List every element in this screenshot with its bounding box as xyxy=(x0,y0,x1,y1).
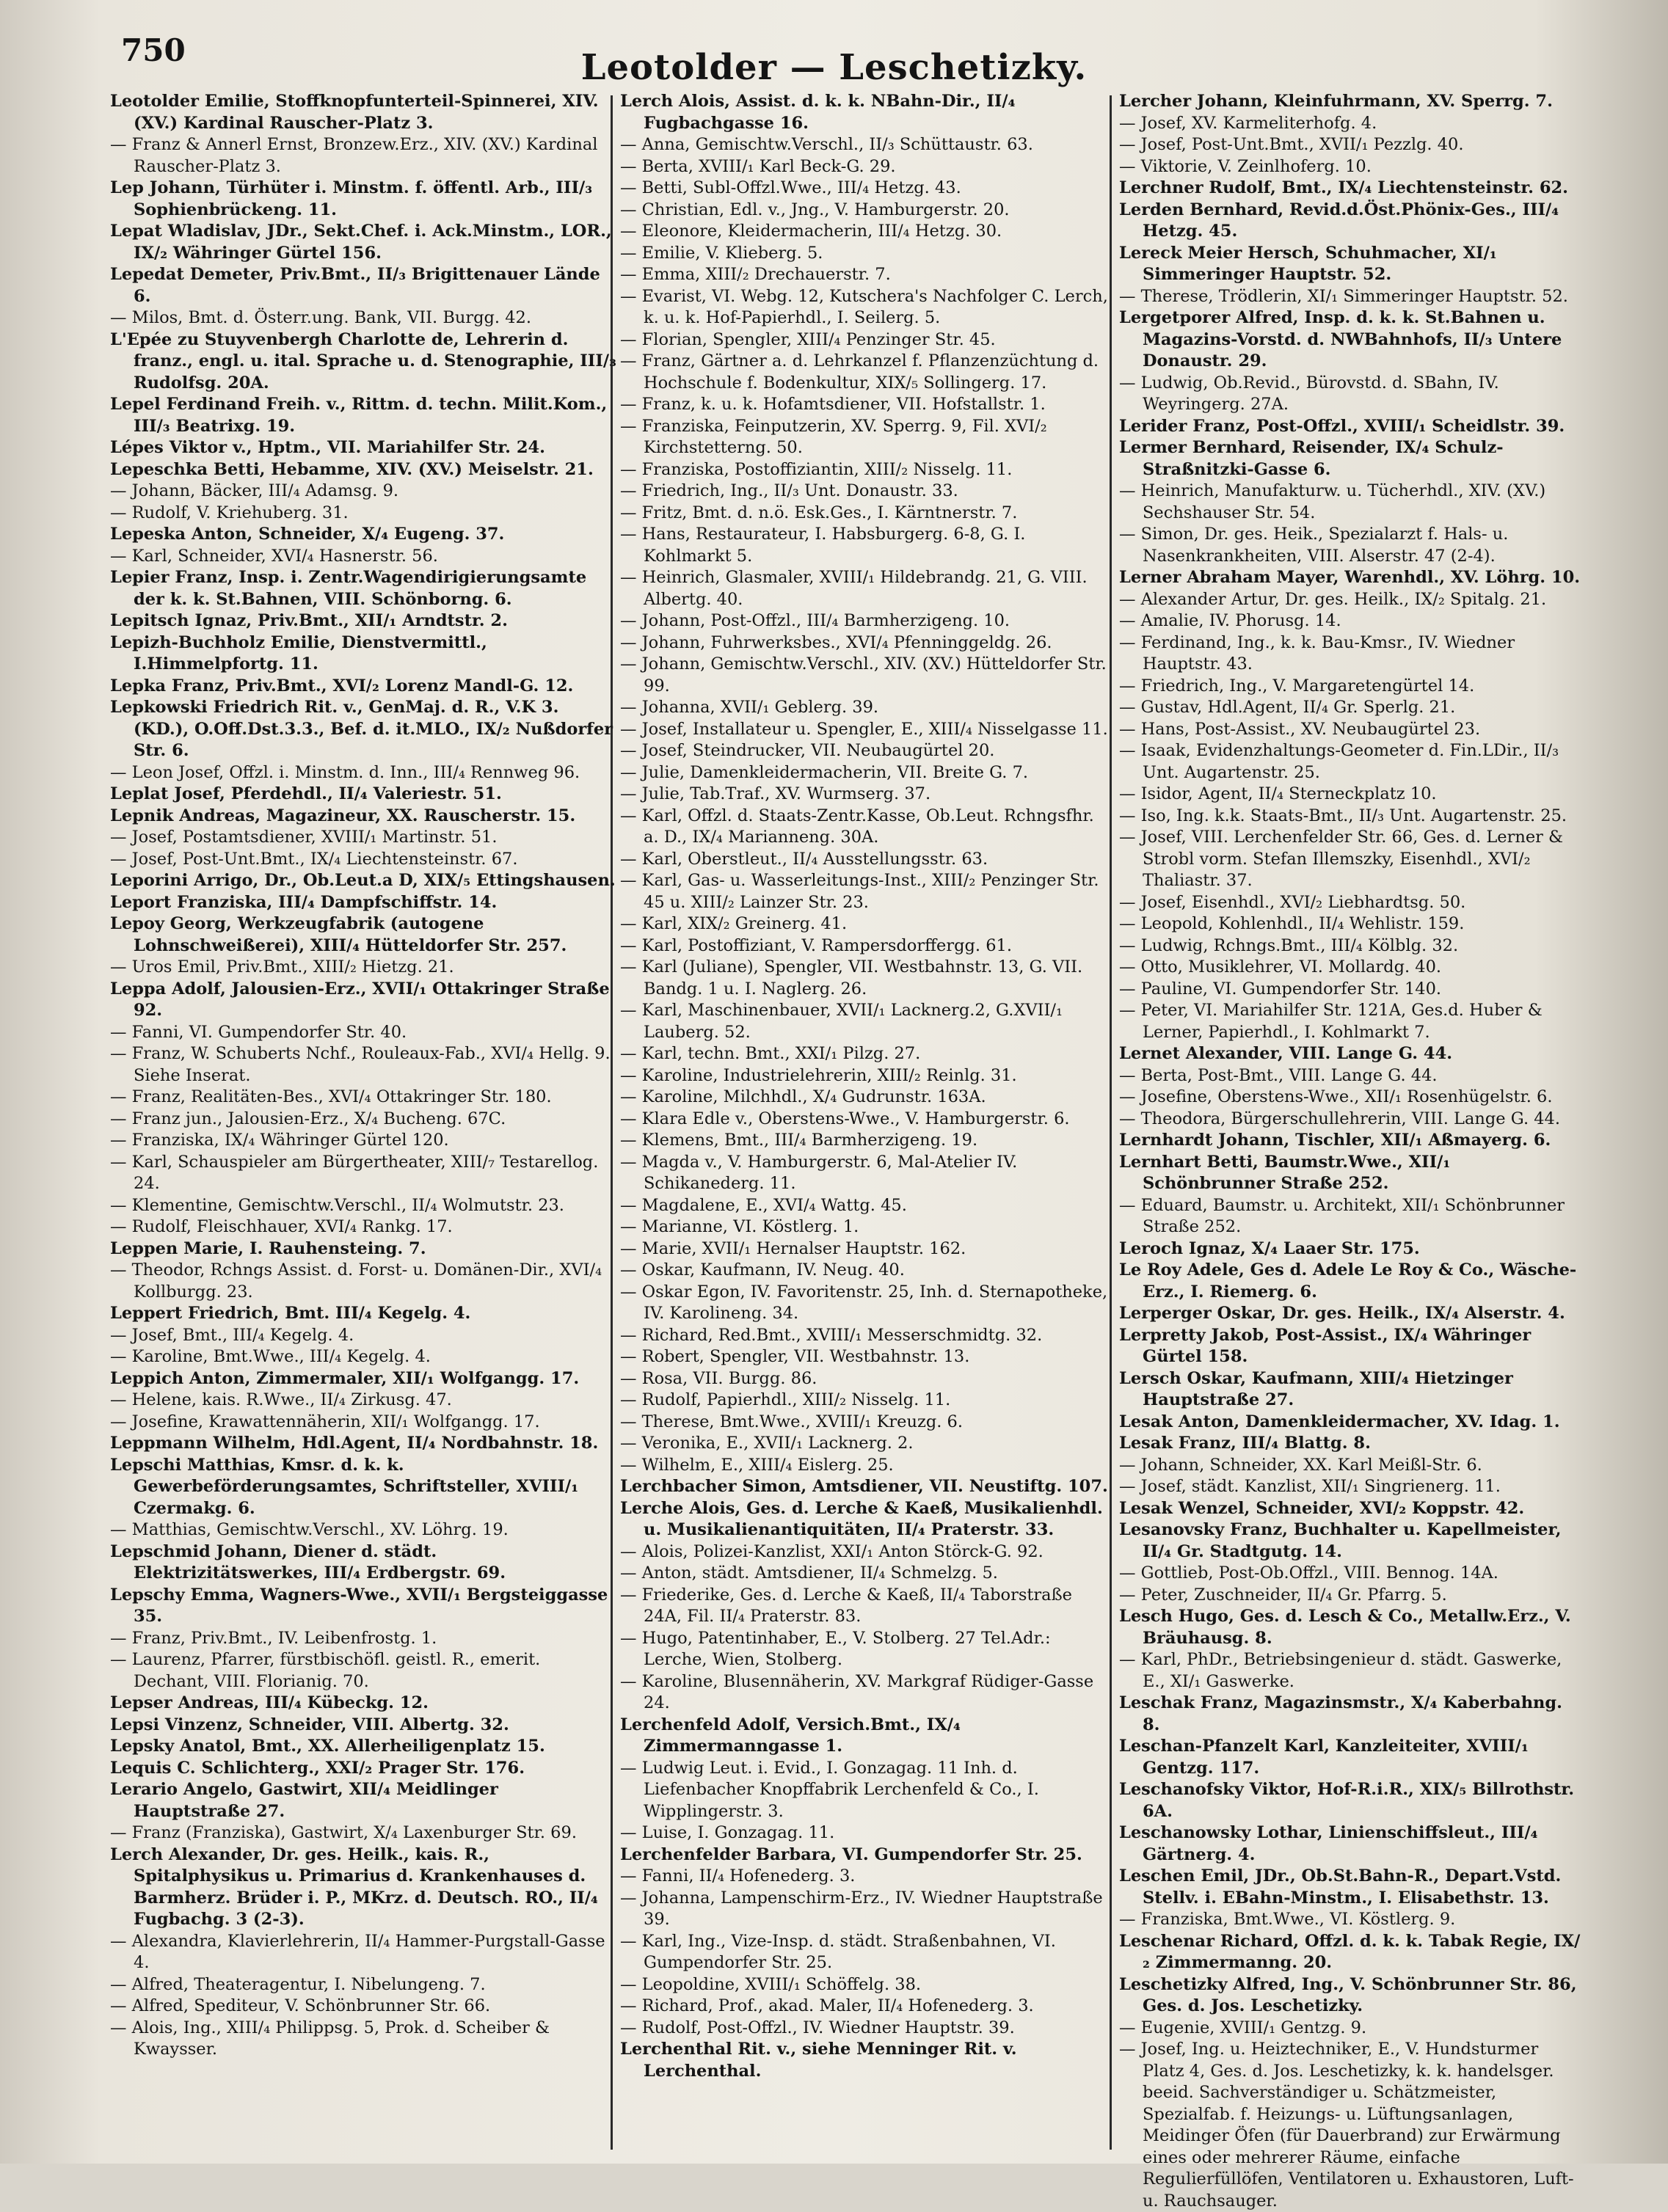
directory-entry: Lepedat Demeter, Priv.Bmt., II/₃ Brigittenauer Lände 6. xyxy=(110,265,600,306)
directory-entry: — Robert, Spengler, VII. Westbahnstr. 13. xyxy=(620,1347,970,1366)
directory-entry: — Rudolf, Fleischhauer, XVI/₄ Rankg. 17. xyxy=(110,1217,453,1236)
directory-entry: Leotolder Emilie, Stoffknopfunterteil-Spinnerei, XIV. (XV.) Kardinal Rauscher-Platz 3. xyxy=(110,92,599,133)
directory-entry: — Josef, Installateur u. Spengler, E., XIII/₄ Nisselgasse 11. xyxy=(620,719,1108,739)
directory-entry: — Hugo, Patentinhaber, E., V. Stolberg. 27 Tel.Adr.: Lerche, Wien, Stolberg. xyxy=(620,1628,1051,1669)
directory-entry: — Karoline, Milchhdl., X/₄ Gudrunstr. 163A. xyxy=(620,1087,986,1106)
directory-entry: Leschanowsky Lothar, Linienschiffsleut., III/₄ Gärtnerg. 4. xyxy=(1119,1823,1538,1864)
directory-entry: — Klara Edle v., Oberstens-Wwe., V. Hamburgerstr. 6. xyxy=(620,1109,1070,1128)
directory-entry: Lergetporer Alfred, Insp. d. k. k. St.Bahnen u. Magazins-Vorstd. d. NWBahnhofs, II/₃ Untere Donaustr. 29. xyxy=(1119,308,1562,371)
directory-entry: — Milos, Bmt. d. Österr.ung. Bank, VII. Burgg. 42. xyxy=(110,308,532,327)
directory-entry: — Friedrich, Ing., V. Margaretengürtel 14. xyxy=(1119,676,1475,696)
directory-entry: Leschak Franz, Magazinsmstr., X/₄ Kaberbahng. 8. xyxy=(1119,1693,1562,1734)
directory-entry: — Josef, Eisenhdl., XVI/₂ Liebhardtsg. 50. xyxy=(1119,892,1466,912)
directory-entry: — Ludwig, Rchngs.Bmt., III/₄ Kölblg. 32. xyxy=(1119,935,1459,955)
directory-entry: — Alois, Ing., XIII/₄ Philippsg. 5, Prok. d. Scheiber & Kwaysser. xyxy=(110,2018,550,2059)
directory-entry: Lerchner Rudolf, Bmt., IX/₄ Liechtensteinstr. 62. xyxy=(1119,178,1568,197)
directory-entry: — Karoline, Blusennäherin, XV. Markgraf Rüdiger-Gasse 24. xyxy=(620,1671,1094,1712)
directory-entry: — Karoline, Industrielehrerin, XIII/₂ Reinlg. 31. xyxy=(620,1065,1017,1085)
directory-entry: Lerden Bernhard, Revid.d.Öst.Phönix-Ges., III/₄ Hetzg. 45. xyxy=(1119,200,1559,241)
directory-entry: — Hans, Post-Assist., XV. Neubaugürtel 23. xyxy=(1119,719,1481,739)
directory-entry: — Franz, k. u. k. Hofamtsdiener, VII. Hofstallstr. 1. xyxy=(620,395,1046,414)
directory-entry: Lermer Bernhard, Reisender, IX/₄ Schulz-Straßnitzki-Gasse 6. xyxy=(1119,438,1504,479)
directory-entry: Lerchbacher Simon, Amtsdiener, VII. Neustiftg. 107. xyxy=(620,1477,1108,1496)
page-number: 750 xyxy=(121,32,186,68)
directory-entry: Lesak Anton, Damenkleidermacher, XV. Idag. 1. xyxy=(1119,1412,1560,1431)
directory-entry: — Anna, Gemischtw.Verschl., II/₃ Schüttaustr. 63. xyxy=(620,135,1033,154)
directory-entry: — Anton, städt. Amtsdiener, II/₄ Schmelzg. 5. xyxy=(620,1563,998,1583)
directory-entry: — Friederike, Ges. d. Lerche & Kaeß, II/₄ Taborstraße 24A, Fil. II/₄ Praterstr. 83. xyxy=(620,1585,1072,1626)
directory-entry: — Hans, Restaurateur, I. Habsburgerg. 6-8, G. I. Kohlmarkt 5. xyxy=(620,525,1026,566)
directory-entry: — Heinrich, Manufakturw. u. Tücherhdl., XIV. (XV.) Sechshauser Str. 54. xyxy=(1119,481,1546,522)
directory-entry: — Amalie, IV. Phorusg. 14. xyxy=(1119,611,1341,630)
directory-entry: — Josef, Steindrucker, VII. Neubaugürtel 20. xyxy=(620,741,995,760)
directory-entry: — Leopoldine, XVIII/₁ Schöffelg. 38. xyxy=(620,1974,922,1994)
directory-entry: Leppert Friedrich, Bmt. III/₄ Kegelg. 4. xyxy=(110,1304,471,1323)
directory-entry: — Fanni, VI. Gumpendorfer Str. 40. xyxy=(110,1022,407,1042)
directory-entry: Lepsky Anatol, Bmt., XX. Allerheiligenplatz 15. xyxy=(110,1737,545,1756)
directory-entry: — Franz (Franziska), Gastwirt, X/₄ Laxenburger Str. 69. xyxy=(110,1823,577,1842)
page-title: Leotolder — Leschetizky. xyxy=(580,47,1088,88)
directory-entry: — Magda v., V. Hamburgerstr. 6, Mal-Atelier IV. Schikanederg. 11. xyxy=(620,1152,1018,1193)
directory-entry: — Karl, Ing., Vize-Insp. d. städt. Straßenbahnen, VI. Gumpendorfer Str. 25. xyxy=(620,1931,1056,1972)
directory-entry: Lernhardt Johann, Tischler, XII/₁ Aßmayerg. 6. xyxy=(1119,1131,1551,1150)
directory-entry: — Peter, VI. Mariahilfer Str. 121A, Ges.d. Huber & Lerner, Papierhdl., I. Kohlmarkt 7. xyxy=(1119,1001,1543,1042)
directory-entry: Lerperger Oskar, Dr. ges. Heilk., IX/₄ Alserstr. 4. xyxy=(1119,1304,1565,1323)
directory-entry: — Franziska, IX/₄ Währinger Gürtel 120. xyxy=(110,1131,449,1150)
directory-entry: — Oskar Egon, IV. Favoritenstr. 25, Inh. d. Sternapotheke, IV. Karolineng. 34. xyxy=(620,1282,1108,1323)
directory-entry: — Johann, Gemischtw.Verschl., XIV. (XV.) Hütteldorfer Str. 99. xyxy=(620,654,1107,696)
directory-entry: — Josefine, Krawattennäherin, XII/₁ Wolfgangg. 17. xyxy=(110,1412,540,1431)
directory-entry: — Alexander Artur, Dr. ges. Heilk., IX/₂ Spitalg. 21. xyxy=(1119,589,1547,609)
directory-entry: Leport Franziska, III/₄ Dampfschiffstr. 14. xyxy=(110,892,498,912)
directory-entry: — Friedrich, Ing., II/₃ Unt. Donaustr. 33. xyxy=(620,481,958,500)
column-3 xyxy=(1119,91,1581,2212)
directory-entry: Lepschmid Johann, Diener d. städt. Elektrizitätswerkes, III/₄ Erdbergstr. 69. xyxy=(110,1541,506,1583)
directory-entry: Lesch Hugo, Ges. d. Lesch & Co., Metallw.Erz., V. Bräuhausg. 8. xyxy=(1119,1607,1571,1648)
directory-entry: — Johann, Schneider, XX. Karl Meißl-Str. 6. xyxy=(1119,1455,1482,1475)
directory-entry: Leschenar Richard, Offzl. d. k. k. Tabak Regie, IX/₂ Zimmermanng. 20. xyxy=(1119,1931,1581,1972)
directory-entry: — Betti, Subl-Offzl.Wwe., III/₄ Hetzg. 43. xyxy=(620,178,961,197)
directory-entry: Lepel Ferdinand Freih. v., Rittm. d. techn. Milit.Kom., III/₃ Beatrixg. 19. xyxy=(110,395,608,436)
directory-entry: — Fanni, II/₄ Hofenederg. 3. xyxy=(620,1866,856,1886)
directory-entry: Lesanovsky Franz, Buchhalter u. Kapellmeister, II/₄ Gr. Stadtgutg. 14. xyxy=(1119,1520,1562,1561)
directory-entry: — Berta, XVIII/₁ Karl Beck-G. 29. xyxy=(620,156,896,176)
directory-entry: Leppmann Wilhelm, Hdl.Agent, II/₄ Nordbahnstr. 18. xyxy=(110,1434,599,1453)
directory-entry: Leporini Arrigo, Dr., Ob.Leut.a D, XIX/₅ Ettingshausen. xyxy=(110,871,616,890)
directory-entry: — Emilie, V. Klieberg. 5. xyxy=(620,243,823,263)
directory-entry: — Marie, XVII/₁ Hernalser Hauptstr. 162. xyxy=(620,1238,966,1258)
directory-entry: — Uros Emil, Priv.Bmt., XIII/₂ Hietzg. 21. xyxy=(110,957,454,977)
directory-entry: Leschetizky Alfred, Ing., V. Schönbrunner Str. 86, Ges. d. Jos. Leschetizky. xyxy=(1119,1974,1577,2015)
directory-entry: — Rudolf, V. Kriehuberg. 31. xyxy=(110,503,349,522)
directory-entry: Lerider Franz, Post-Offzl., XVIII/₁ Scheidlstr. 39. xyxy=(1119,416,1565,436)
directory-entry: — Johanna, XVII/₁ Geblerg. 39. xyxy=(620,698,879,717)
directory-entry: — Eduard, Baumstr. u. Architekt, XII/₁ Schönbrunner Straße 252. xyxy=(1119,1195,1565,1236)
directory-entry: — Viktorie, V. Zeinlhoferg. 10. xyxy=(1119,156,1372,176)
directory-entry: — Theodora, Bürgerschullehrerin, VIII. Lange G. 44. xyxy=(1119,1109,1561,1128)
directory-entry: — Theodor, Rchngs Assist. d. Forst- u. Domänen-Dir., XVI/₄ Kollburgg. 23. xyxy=(110,1260,602,1302)
directory-entry: — Karl (Juliane), Spengler, VII. Westbahnstr. 13, G. VII. Bandg. 1 u. I. Naglerg. 26. xyxy=(620,957,1083,999)
directory-entry: — Eleonore, Kleidermacherin, III/₄ Hetzg. 30. xyxy=(620,222,1002,241)
directory-entry: — Johann, Post-Offzl., III/₄ Barmherzigeng. 10. xyxy=(620,611,1010,630)
directory-entry: Leroch Ignaz, X/₄ Laaer Str. 175. xyxy=(1119,1238,1420,1258)
directory-entry: — Therese, Bmt.Wwe., XVIII/₁ Kreuzg. 6. xyxy=(620,1412,964,1431)
directory-entry: — Johann, Fuhrwerksbes., XVI/₄ Pfenninggeldg. 26. xyxy=(620,632,1052,652)
column-1 xyxy=(110,91,616,2061)
directory-entry: — Franz & Annerl Ernst, Bronzew.Erz., XIV. (XV.) Kardinal Rauscher-Platz 3. xyxy=(110,135,598,176)
directory-entry: — Josef, Ing. u. Heiztechniker, E., V. Hundsturmer Platz 4, Ges. d. Jos. Leschetizky, k. k. handelsger. beeid. Sachverständiger u. Schätzmeister, Spezialfab. f. Heizungs- u. Lüftungsanlagen, Meidinger Öfen (für Dauerbrand) zur Erwärmung eines oder mehrerer Räume, einfache Regulierfüllöfen, Ventilatoren u. Exhaustoren, Luft- u. Rauchsauger. xyxy=(1119,2040,1574,2211)
directory-entry: — Franz jun., Jalousien-Erz., X/₄ Bucheng. 67C. xyxy=(110,1109,506,1128)
directory-entry: Lernet Alexander, VIII. Lange G. 44. xyxy=(1119,1044,1453,1063)
directory-entry: — Isaak, Evidenzhaltungs-Geometer d. Fin.LDir., II/₃ Unt. Augartenstr. 25. xyxy=(1119,741,1559,782)
directory-entry: Lepsi Vinzenz, Schneider, VIII. Albertg. 32. xyxy=(110,1715,509,1734)
directory-entry: Lercher Johann, Kleinfuhrmann, XV. Sperrg. 7. xyxy=(1119,92,1553,111)
directory-entry: — Karl, Postoffiziant, V. Rampersdorffergg. 61. xyxy=(620,935,1013,955)
directory-entry: — Franz, Gärtner a. d. Lehrkanzel f. Pflanzenzüchtung d. Hochschule f. Bodenkultur, XIX/₅ Sollingerg. 17. xyxy=(620,351,1099,393)
directory-entry: Lersch Oskar, Kaufmann, XIII/₄ Hietzinger Hauptstraße 27. xyxy=(1119,1368,1513,1409)
directory-entry: — Josef, städt. Kanzlist, XII/₁ Singrienerg. 11. xyxy=(1119,1477,1501,1496)
directory-entry: Lerche Alois, Ges. d. Lerche & Kaeß, Musikalienhdl. u. Musikalienantiquitäten, II/₄ Praterstr. 33. xyxy=(620,1498,1103,1539)
directory-entry: — Franz, Priv.Bmt., IV. Leibenfrostg. 1. xyxy=(110,1628,437,1648)
directory-entry: — Karl, PhDr., Betriebsingenieur d. städt. Gaswerke, E., XI/₁ Gaswerke. xyxy=(1119,1650,1562,1691)
directory-entry: — Julie, Tab.Traf., XV. Wurmserg. 37. xyxy=(620,784,931,803)
directory-entry: — Karl, Offzl. d. Staats-Zentr.Kasse, Ob.Leut. Rchngsfhr. a. D., IX/₄ Marianneng. 30A. xyxy=(620,806,1094,847)
directory-entry: — Luise, I. Gonzagag. 11. xyxy=(620,1823,835,1842)
directory-entry: — Rudolf, Post-Offzl., IV. Wiedner Hauptstr. 39. xyxy=(620,2018,1015,2037)
directory-entry: Leppen Marie, I. Rauhensteing. 7. xyxy=(110,1238,426,1258)
directory-entry: — Josef, XV. Karmeliterhofg. 4. xyxy=(1119,113,1377,133)
directory-entry: — Gustav, Hdl.Agent, II/₄ Gr. Sperlg. 21. xyxy=(1119,698,1456,717)
directory-entry: — Karoline, Bmt.Wwe., III/₄ Kegelg. 4. xyxy=(110,1347,431,1366)
directory-entry: — Therese, Trödlerin, XI/₁ Simmeringer Hauptstr. 52. xyxy=(1119,286,1568,306)
directory-entry: — Alois, Polizei-Kanzlist, XXI/₁ Anton Störck-G. 92. xyxy=(620,1541,1044,1561)
directory-entry: — Karl, Oberstleut., II/₄ Ausstellungsstr. 63. xyxy=(620,849,988,869)
directory-entry: Leschan-Pfanzelt Karl, Kanzleiteiter, XVIII/₁ Gentzg. 117. xyxy=(1119,1737,1529,1778)
directory-entry: Lepoy Georg, Werkzeugfabrik (autogene Lohnschweißerei), XIII/₄ Hütteldorfer Str. 257. xyxy=(110,914,567,955)
directory-entry: — Ludwig, Ob.Revid., Bürovstd. d. SBahn, IV. Weyringerg. 27A. xyxy=(1119,373,1499,414)
directory-entry: Lepschy Emma, Wagners-Wwe., XVII/₁ Bergsteiggasse 35. xyxy=(110,1585,608,1626)
directory-entry: — Karl, Schneider, XVI/₄ Hasnerstr. 56. xyxy=(110,546,438,566)
directory-entry: — Veronika, E., XVII/₁ Lacknerg. 2. xyxy=(620,1434,914,1453)
directory-entry: — Heinrich, Glasmaler, XVIII/₁ Hildebrandg. 21, G. VIII. Albertg. 40. xyxy=(620,568,1088,609)
directory-entry: Lepkowski Friedrich Rit. v., GenMaj. d. R., V.K 3. (KD.), O.Off.Dst.3.3., Bef. d. it.MLO., IX/₂ Nußdorfer Str. 6. xyxy=(110,698,613,760)
directory-entry: Lerch Alois, Assist. d. k. k. NBahn-Dir., II/₄ Fugbachgasse 16. xyxy=(620,92,1016,133)
directory-entry: Leschanofsky Viktor, Hof-R.i.R., XIX/₅ Billrothstr. 6A. xyxy=(1119,1780,1575,1821)
directory-entry: — Eugenie, XVIII/₁ Gentzg. 9. xyxy=(1119,2018,1367,2037)
directory-entry: Leppa Adolf, Jalousien-Erz., XVII/₁ Ottakringer Straße 92. xyxy=(110,979,610,1020)
directory-entry: — Leopold, Kohlenhdl., II/₄ Wehlistr. 159. xyxy=(1119,914,1465,933)
directory-entry: — Peter, Zuschneider, II/₄ Gr. Pfarrg. 5. xyxy=(1119,1585,1447,1605)
directory-entry: — Evarist, VI. Webg. 12, Kutschera's Nachfolger C. Lerch, k. u. k. Hof-Papierhdl., I. Seilerg. 5. xyxy=(620,286,1108,327)
directory-entry: — Ferdinand, Ing., k. k. Bau-Kmsr., IV. Wiedner Hauptstr. 43. xyxy=(1119,632,1515,674)
directory-entry: Lerchenthal Rit. v., siehe Menninger Rit. v. Lerchenthal. xyxy=(620,2040,1017,2081)
directory-entry: — Magdalene, E., XVI/₄ Wattg. 45. xyxy=(620,1195,907,1215)
directory-entry: — Josefine, Oberstens-Wwe., XII/₁ Rosenhügelstr. 6. xyxy=(1119,1087,1553,1106)
directory-entry: — Helene, kais. R.Wwe., II/₄ Zirkusg. 47. xyxy=(110,1390,452,1409)
directory-entry: Leppich Anton, Zimmermaler, XII/₁ Wolfgangg. 17. xyxy=(110,1368,580,1388)
directory-entry: — Johanna, Lampenschirm-Erz., IV. Wiedner Hauptstraße 39. xyxy=(620,1888,1103,1929)
directory-entry: — Franziska, Feinputzerin, XV. Sperrg. 9, Fil. XVI/₂ Kirchstetterng. 50. xyxy=(620,416,1047,457)
directory-entry: — Christian, Edl. v., Jng., V. Hamburgerstr. 20. xyxy=(620,200,1010,219)
directory-entry: — Fritz, Bmt. d. n.ö. Esk.Ges., I. Kärntnerstr. 7. xyxy=(620,503,1018,522)
directory-entry: — Josef, Postamtsdiener, XVIII/₁ Martinstr. 51. xyxy=(110,828,498,847)
directory-entry: Lepeschka Betti, Hebamme, XIV. (XV.) Meiselstr. 21. xyxy=(110,459,594,479)
column-2 xyxy=(620,91,1108,2082)
directory-entry: — Julie, Damenkleidermacherin, VII. Breite G. 7. xyxy=(620,762,1029,782)
directory-entry: Lerario Angelo, Gastwirt, XII/₄ Meidlinger Hauptstraße 27. xyxy=(110,1780,498,1821)
directory-entry: — Simon, Dr. ges. Heik., Spezialarzt f. Hals- u. Nasenkrankheiten, VIII. Alserstr. 47 (2-4). xyxy=(1119,525,1509,566)
directory-entry: — Gottlieb, Post-Ob.Offzl., VIII. Bennog. 14A. xyxy=(1119,1563,1498,1583)
directory-entry: — Ludwig Leut. i. Evid., I. Gonzagag. 11 Inh. d. Liefenbacher Knopffabrik Lerchenfeld & Co., I. Wipplingerstr. 3. xyxy=(620,1758,1039,1821)
directory-entry: — Klementine, Gemischtw.Verschl., II/₄ Wolmutstr. 23. xyxy=(110,1195,564,1215)
directory-entry: — Josef, VIII. Lerchenfelder Str. 66, Ges. d. Lerner & Strobl vorm. Stefan Illemszky, Eisenhdl., XVI/₂ Thaliastr. 37. xyxy=(1119,828,1564,890)
directory-entry: — Franz, Realitäten-Bes., XVI/₄ Ottakringer Str. 180. xyxy=(110,1087,552,1106)
directory-entry: — Iso, Ing. k.k. Staats-Bmt., II/₃ Unt. Augartenstr. 25. xyxy=(1119,806,1567,825)
directory-entry: — Karl, Gas- u. Wasserleitungs-Inst., XIII/₂ Penzinger Str. 45 u. XIII/₂ Lainzer Str. 23. xyxy=(620,871,1099,912)
directory-entry: Lepat Wladislav, JDr., Sekt.Chef. i. Ack.Minstm., LOR., IX/₂ Währinger Gürtel 156. xyxy=(110,222,612,263)
directory-entry: Lereck Meier Hersch, Schuhmacher, XI/₁ Simmeringer Hauptstr. 52. xyxy=(1119,243,1497,284)
directory-entry: Lepschi Matthias, Kmsr. d. k. k. Gewerbeförderungsamtes, Schriftsteller, XVIII/₁ Czermakg. 6. xyxy=(110,1455,579,1518)
directory-entry: — Oskar, Kaufmann, IV. Neug. 40. xyxy=(620,1260,905,1280)
directory-entry: — Rosa, VII. Burgg. 86. xyxy=(620,1368,817,1388)
directory-entry: — Leon Josef, Offzl. i. Minstm. d. Inn., III/₄ Rennweg 96. xyxy=(110,762,580,782)
directory-entry: — Richard, Prof., akad. Maler, II/₄ Hofenederg. 3. xyxy=(620,1996,1034,2015)
directory-entry: — Wilhelm, E., XIII/₄ Eislerg. 25. xyxy=(620,1455,894,1475)
directory-entry: — Josef, Post-Unt.Bmt., XVII/₁ Pezzlg. 40. xyxy=(1119,135,1464,154)
directory-entry: — Matthias, Gemischtw.Verschl., XV. Löhrg. 19. xyxy=(110,1520,509,1539)
directory-entry: — Franziska, Bmt.Wwe., VI. Köstlerg. 9. xyxy=(1119,1910,1456,1929)
directory-entry: Lepnik Andreas, Magazineur, XX. Rauscherstr. 15. xyxy=(110,806,576,825)
directory-entry: Leplat Josef, Pferdehdl., II/₄ Valeriestr. 51. xyxy=(110,784,502,803)
directory-entry: — Otto, Musiklehrer, VI. Mollardg. 40. xyxy=(1119,957,1442,977)
directory-entry: L'Epée zu Stuyvenbergh Charlotte de, Lehrerin d. franz., engl. u. ital. Sprache u. d. Stenographie, III/₃ Rudolfsg. 20A. xyxy=(110,329,616,393)
directory-entry: Lerner Abraham Mayer, Warenhdl., XV. Löhrg. 10. xyxy=(1119,568,1581,587)
directory-entry: Lepeska Anton, Schneider, X/₄ Eugeng. 37. xyxy=(110,525,505,544)
directory-entry: Lepier Franz, Insp. i. Zentr.Wagendirigierungsamte der k. k. St.Bahnen, VIII. Schönborng. 6. xyxy=(110,568,587,609)
directory-entry: — Karl, techn. Bmt., XXI/₁ Pilzg. 27. xyxy=(620,1044,921,1063)
directory-entry: Lerpretty Jakob, Post-Assist., IX/₄ Währinger Gürtel 158. xyxy=(1119,1325,1532,1366)
directory-entry: Lépes Viktor v., Hptm., VII. Mariahilfer Str. 24. xyxy=(110,438,545,457)
directory-entry: Leschen Emil, JDr., Ob.St.Bahn-R., Depart.Vstd. Stellv. i. EBahn-Minstm., I. Elisabethstr. 13. xyxy=(1119,1866,1562,1908)
directory-entry: Le Roy Adele, Ges d. Adele Le Roy & Co., Wäsche-Erz., I. Riemerg. 6. xyxy=(1119,1260,1577,1302)
directory-entry: Lerchenfeld Adolf, Versich.Bmt., IX/₄ Zimmermanngasse 1. xyxy=(620,1715,961,1756)
directory-entry: Lesak Wenzel, Schneider, XVI/₂ Koppstr. 42. xyxy=(1119,1498,1525,1518)
directory-entry: — Richard, Red.Bmt., XVIII/₁ Messerschmidtg. 32. xyxy=(620,1325,1043,1345)
directory-entry: — Florian, Spengler, XIII/₄ Penzinger Str. 45. xyxy=(620,329,996,349)
directory-entry: — Alexandra, Klavierlehrerin, II/₄ Hammer-Purgstall-Gasse 4. xyxy=(110,1931,605,1972)
column-divider xyxy=(1110,95,1112,2150)
directory-entry: — Pauline, VI. Gumpendorfer Str. 140. xyxy=(1119,979,1442,999)
directory-entry: — Laurenz, Pfarrer, fürstbischöfl. geistl. R., emerit. Dechant, VIII. Florianig. 70. xyxy=(110,1650,541,1691)
directory-entry: — Rudolf, Papierhdl., XIII/₂ Nisselg. 11. xyxy=(620,1390,951,1409)
directory-entry: — Franziska, Postoffiziantin, XIII/₂ Nisselg. 11. xyxy=(620,459,1013,479)
directory-entry: — Alfred, Theateragentur, I. Nibelungeng. 7. xyxy=(110,1974,486,1994)
directory-entry: Lepka Franz, Priv.Bmt., XVI/₂ Lorenz Mandl-G. 12. xyxy=(110,676,574,696)
directory-entry: Lepser Andreas, III/₄ Kübeckg. 12. xyxy=(110,1693,429,1712)
directory-entry: — Karl, XIX/₂ Greinerg. 41. xyxy=(620,914,848,933)
directory-entry: — Alfred, Spediteur, V. Schönbrunner Str. 66. xyxy=(110,1996,491,2015)
directory-entry: — Karl, Maschinenbauer, XVII/₁ Lacknerg.2, G.XVII/₁ Lauberg. 52. xyxy=(620,1001,1063,1042)
directory-entry: Lepitsch Ignaz, Priv.Bmt., XII/₁ Arndtstr. 2. xyxy=(110,611,508,630)
directory-entry: Lequis C. Schlichterg., XXI/₂ Prager Str. 176. xyxy=(110,1758,525,1778)
directory-entry: Lepizh-Buchholz Emilie, Dienstvermittl., I.Himmelpfortg. 11. xyxy=(110,632,487,674)
directory-entry: Lep Johann, Türhüter i. Minstm. f. öffentl. Arb., III/₃ Sophienbrückeng. 11. xyxy=(110,178,593,219)
directory-entry: — Berta, Post-Bmt., VIII. Lange G. 44. xyxy=(1119,1065,1438,1085)
directory-entry: — Josef, Bmt., III/₄ Kegelg. 4. xyxy=(110,1325,354,1345)
directory-entry: — Johann, Bäcker, III/₄ Adamsg. 9. xyxy=(110,481,399,500)
directory-entry: — Josef, Post-Unt.Bmt., IX/₄ Liechtensteinstr. 67. xyxy=(110,849,518,869)
directory-entry: — Emma, XIII/₂ Drechauerstr. 7. xyxy=(620,265,891,284)
directory-entry: Lerchenfelder Barbara, VI. Gumpendorfer Str. 25. xyxy=(620,1844,1082,1864)
directory-entry: — Isidor, Agent, II/₄ Sterneckplatz 10. xyxy=(1119,784,1437,803)
directory-entry: — Klemens, Bmt., III/₄ Barmherzigeng. 19. xyxy=(620,1131,978,1150)
directory-entry: — Marianne, VI. Köstlerg. 1. xyxy=(620,1217,859,1236)
directory-entry: Lesak Franz, III/₄ Blattg. 8. xyxy=(1119,1434,1371,1453)
directory-entry: Lerch Alexander, Dr. ges. Heilk., kais. R., Spitalphysikus u. Primarius d. Krankenhauses d. Barmherz. Brüder i. P., MKrz. d. Deutsch. RO., II/₄ Fugbachg. 3 (2-3). xyxy=(110,1844,598,1929)
directory-entry: — Franz, W. Schuberts Nchf., Rouleaux-Fab., XVI/₄ Hellg. 9. Siehe Inserat. xyxy=(110,1044,611,1085)
directory-entry: Lernhart Betti, Baumstr.Wwe., XII/₁ Schönbrunner Straße 252. xyxy=(1119,1152,1451,1193)
directory-entry: — Karl, Schauspieler am Bürgertheater, XIII/₇ Testarellog. 24. xyxy=(110,1152,599,1193)
